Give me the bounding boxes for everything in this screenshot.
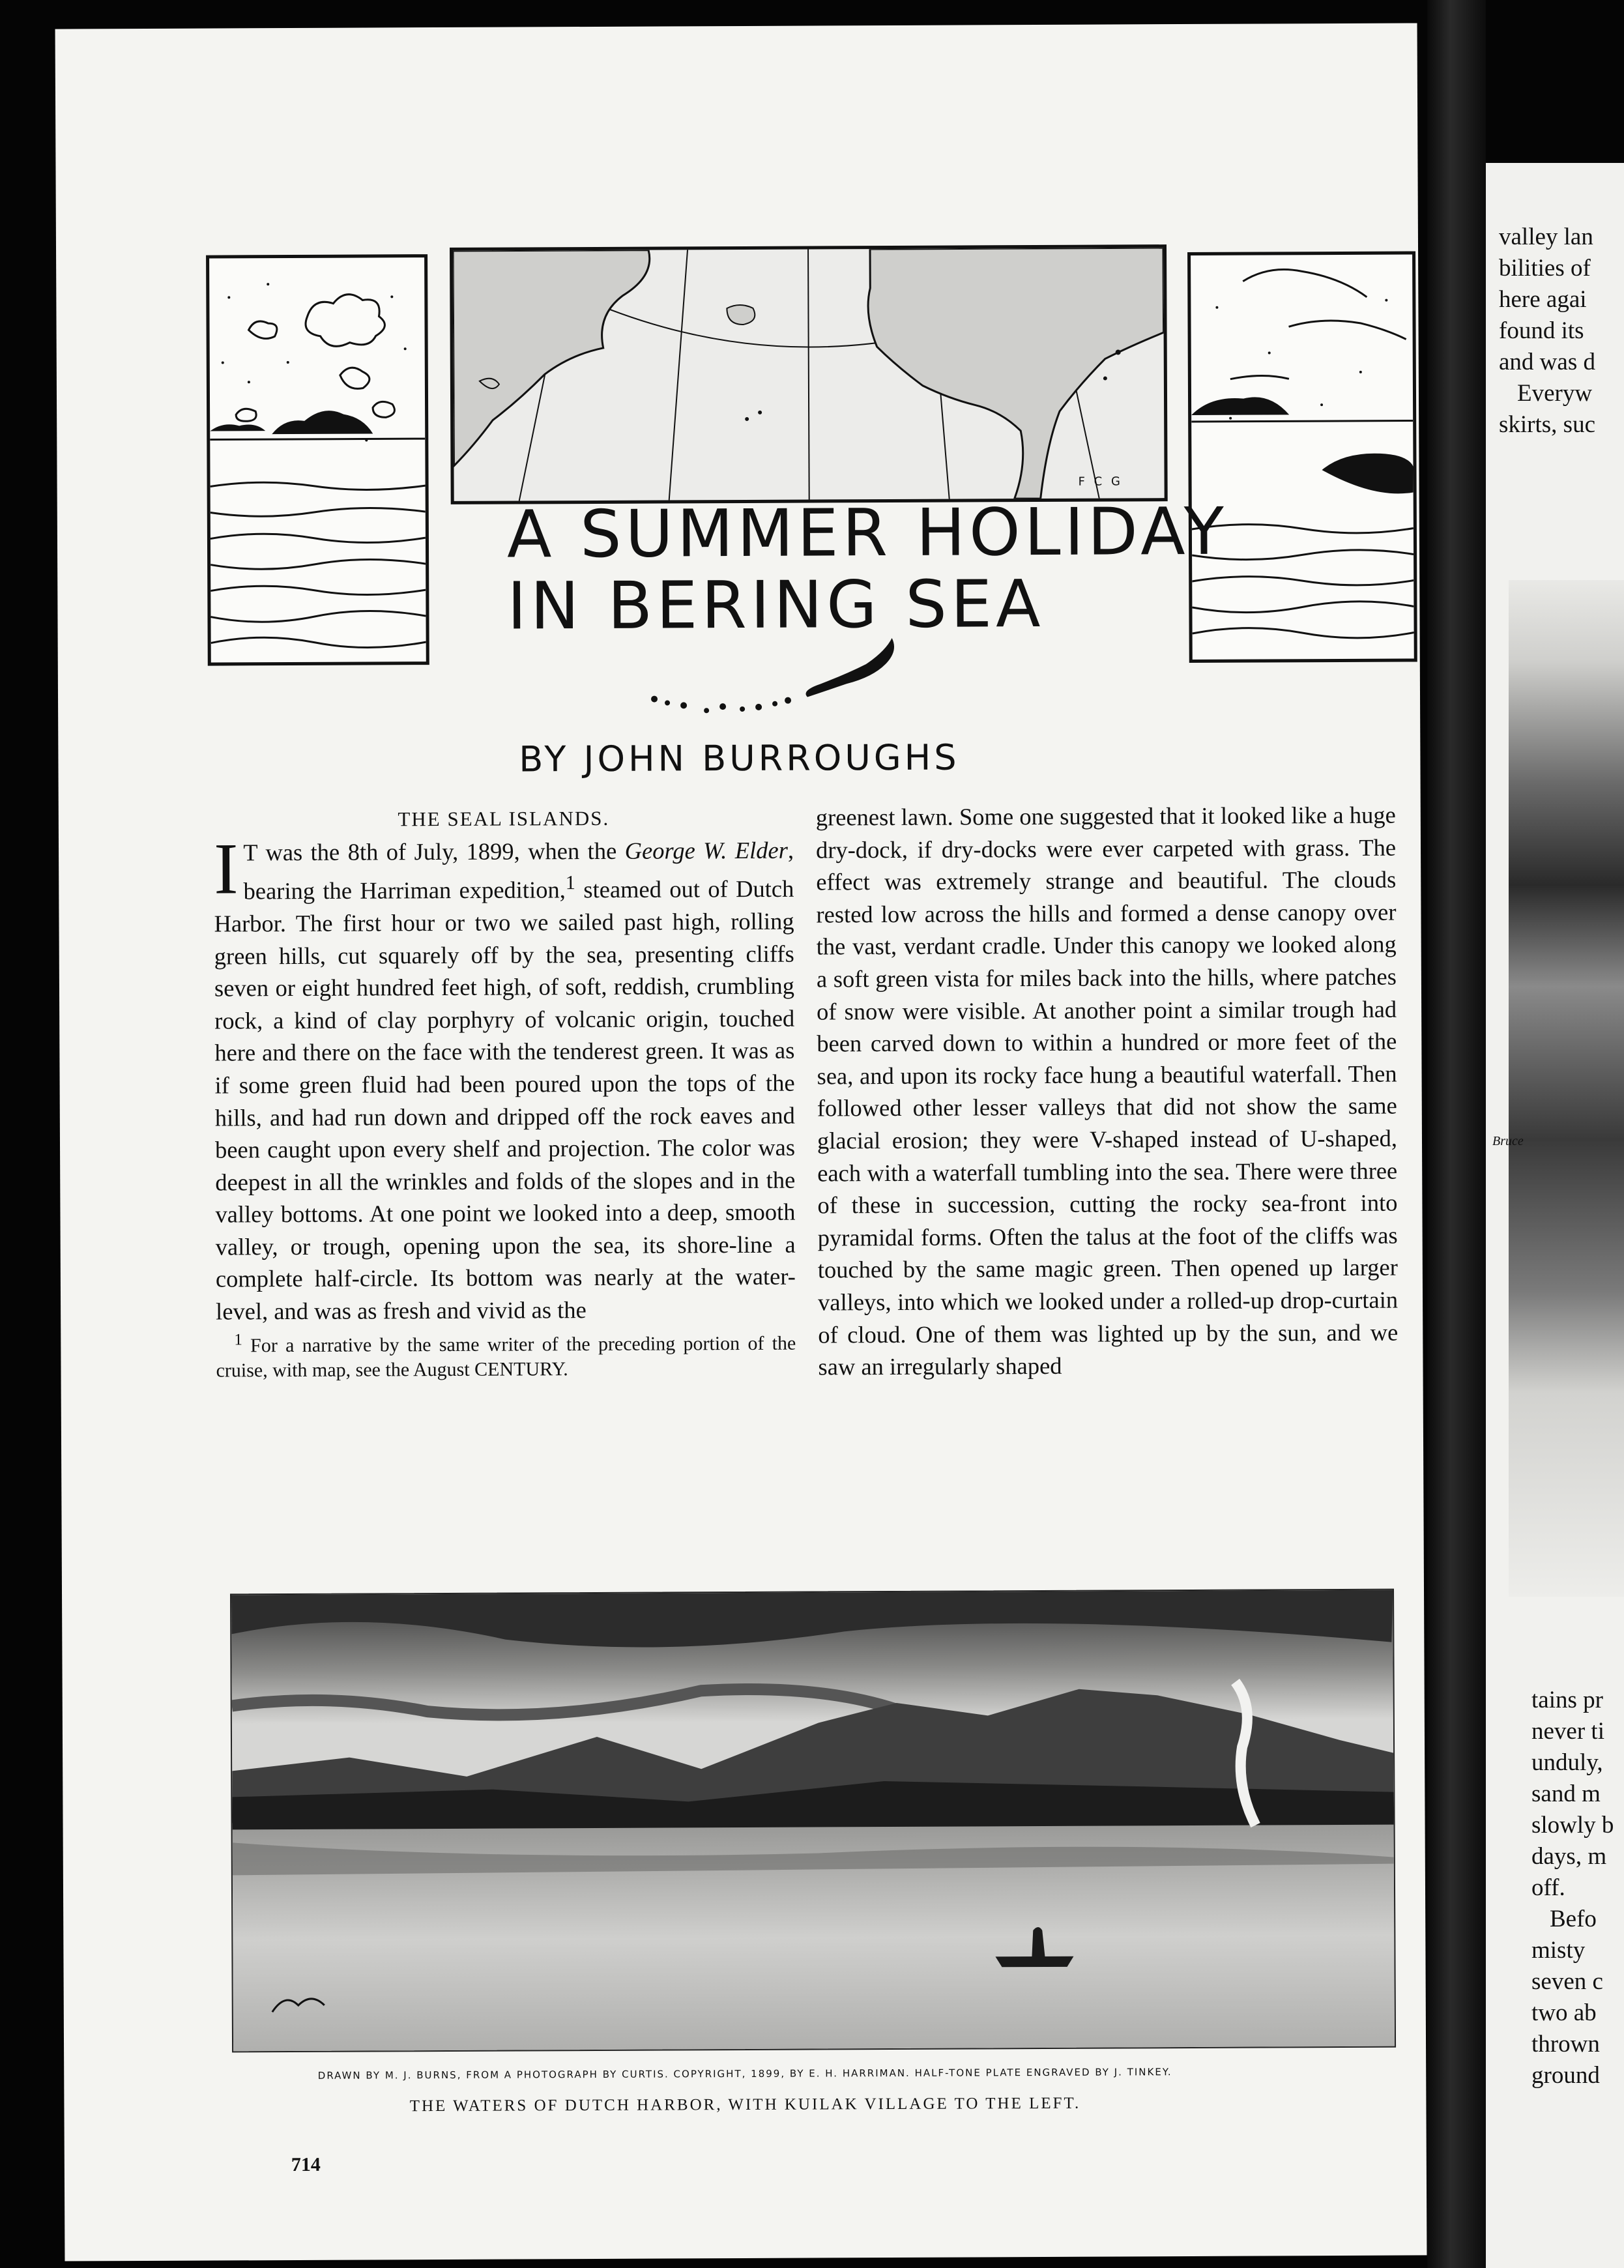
page-gutter: [1427, 0, 1486, 2268]
facing-page-line: misty: [1531, 1937, 1586, 1964]
facing-page-line: two ab: [1531, 1999, 1597, 2026]
ship-name: George W. Elder: [624, 836, 788, 864]
photo-credit: DRAWN BY M. J. BURNS, FROM A PHOTOGRAPH BY CURTIS. COPYRIGHT, 1899, BY E. H. HARRIMAN. HALF-TONE PLATE ENGRAVED BY J. TINKEY.: [317, 2066, 1172, 2082]
facing-page-line: slowly b: [1531, 1812, 1614, 1839]
facing-page-line: bilities of: [1499, 255, 1591, 282]
opening-text: T was the 8th of July, 1899, when the: [243, 837, 625, 865]
facing-page-line: off.: [1531, 1874, 1565, 1901]
left-seascape-panel: [206, 254, 429, 665]
aleutian-islands-art: [645, 638, 919, 718]
facing-page-line: thrown: [1531, 2031, 1600, 2057]
photo-caption: THE WATERS OF DUTCH HARBOR, WITH KUILAK VILLAGE TO THE LEFT.: [409, 2094, 1081, 2115]
facing-page-line: unduly,: [1531, 1749, 1603, 1776]
facing-page-line: ground: [1531, 2062, 1600, 2089]
facing-page-line: tains pr: [1531, 1687, 1603, 1713]
footnote-text: For a narrative by the same writer of the preceding portion of the cruise, with map, see the August CENTURY.: [216, 1332, 796, 1382]
facing-page-line: Befo: [1550, 1906, 1597, 1932]
left-seascape-art: [209, 257, 426, 662]
footnote-number: 1: [234, 1330, 242, 1349]
facing-page-line: seven c: [1531, 1968, 1603, 1995]
bering-sea-map: [450, 244, 1168, 504]
footnote: [216, 1325, 796, 1383]
section-heading: THE SEAL ISLANDS.: [398, 806, 610, 831]
column-1: [214, 802, 796, 1384]
facing-page-line: skirts, suc: [1499, 411, 1595, 438]
facing-page-line: found its: [1499, 317, 1584, 344]
facing-image-signature: Bruce: [1492, 1134, 1524, 1148]
map-signature: F C G: [1078, 474, 1123, 489]
right-seascape-art: [1191, 254, 1414, 659]
title-line-2: IN BERING SEA: [507, 565, 1045, 645]
drop-cap: I: [213, 828, 239, 910]
facing-page-line: Everyw: [1517, 380, 1593, 407]
opening-text-continued: , bearing the Harriman expedition,: [243, 836, 794, 905]
facing-page-line: days, m: [1531, 1843, 1607, 1870]
dutch-harbor-art: [231, 1590, 1395, 2052]
column-1-paragraph: [213, 828, 796, 1328]
magazine-page: [55, 23, 1427, 2261]
facing-page-illustration: [1509, 580, 1624, 1597]
facing-page-line: sand m: [1531, 1781, 1601, 1807]
facing-page-line: never ti: [1531, 1718, 1604, 1745]
right-seascape-panel: [1187, 251, 1417, 663]
facing-page-line: valley lan: [1499, 224, 1593, 250]
facing-page-line: here agai: [1499, 286, 1587, 313]
page-number: 714: [291, 2153, 321, 2176]
column-2: [816, 799, 1399, 1384]
footnote-reference: 1: [565, 871, 576, 894]
byline: BY JOHN BURROUGHS: [519, 736, 960, 780]
dutch-harbor-illustration: [230, 1589, 1396, 2053]
column-1-body: steamed out of Dutch Harbor. The first hour or two we sailed past high, rolling green hills, cut squarely off by the sea, presenting cliffs seven or eight hundred feet high, of soft, reddish, crumbling rock, a kind of clay porphyry of volcanic origin, touched here and there on the face with the tenderest green. It was as if some green fluid had been poured upon the tops of the hills, and had run down and dripped off the rock eaves and been caught upon every shelf and projection. The color was deepest in all the wrinkles and folds of the slopes and in the valley bottoms. At one point we looked into a deep, smooth valley, or trough, opening upon the sea, its shore-line a complete half-circle. Its bottom was nearly at the water-level, and was as fresh and vivid as the: [214, 875, 796, 1325]
bering-sea-map-art: [453, 248, 1165, 501]
column-2-body: greenest lawn. Some one suggested that it looked like a huge dry-dock, if dry-docks were ever carpeted with grass. The effect was extremely strange and beautiful. The clouds rested low across the hills and formed a dense canopy over the vast, verdant cradle. Under this canopy we looked along a soft green vista for miles back into the hills, where patches of snow were visible. At another point a similar trough had been carved down to within a hundred or more feet of the sea, and upon its rocky face hung a beautiful waterfall. Then followed other lesser valleys that did not show the same glacial erosion; they were V-shaped instead of U-shaped, each with a waterfall tumbling into the sea. There were three of these in succession, cutting the rocky sea-front into pyramidal forms. Often the talus at the foot of the cliffs was touched by the same magic green. Then opened up larger valleys, into which we looked under a rolled-up drop-curtain of cloud. One of them was lighted up by the sun, and we saw an irregularly shaped: [815, 801, 1399, 1380]
title-line-1: A SUMMER HOLIDAY: [506, 493, 1228, 573]
facing-page-line: and was d: [1499, 349, 1595, 375]
